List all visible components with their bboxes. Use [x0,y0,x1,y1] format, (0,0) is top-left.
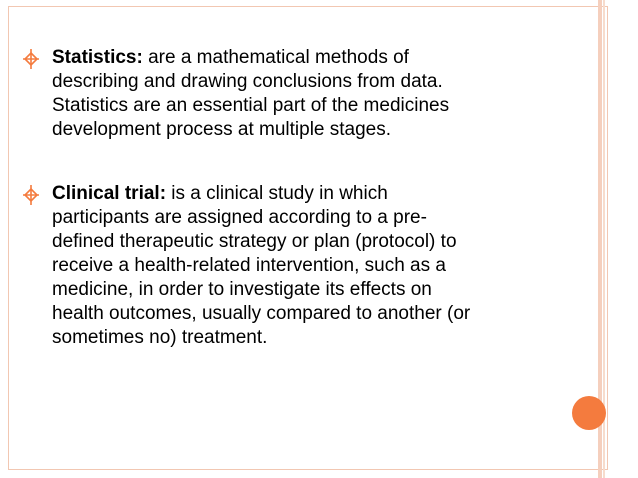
diamond-cross-bullet-icon [22,182,44,210]
bullet-text [52,46,522,142]
orange-circle-icon [572,396,606,430]
definition-line: is a clinical study in which [166,183,388,204]
definition-line: health outcomes, usually compared to another (or [52,303,471,324]
definition-line: participants are assigned according to a pre- [52,207,427,228]
term-clinical-trial: Clinical trial: [52,183,167,204]
term-statistics: Statistics: [52,47,143,68]
definition-line: sometimes no) treatment. [52,327,268,348]
definition-line: receive a health-related intervention, such as a [52,255,446,276]
diamond-cross-bullet-icon [22,46,44,74]
definition-line: are a mathematical methods of [142,47,409,68]
definition-line: defined therapeutic strategy or plan (protocol) to [52,231,457,252]
bullet-line-1 [52,182,522,206]
definition-line: describing and drawing conclusions from data. [52,71,443,92]
definition-line: medicine, in order to investigate its effects on [52,279,432,300]
bullet-line-1 [52,46,522,70]
bullet-item-statistics [22,46,522,146]
bullet-text [52,182,522,350]
definition-line: Statistics are an essential part of the medicines [52,95,450,116]
definition-line: development process at multiple stages. [52,119,392,140]
bullet-item-clinical-trial [22,182,522,372]
